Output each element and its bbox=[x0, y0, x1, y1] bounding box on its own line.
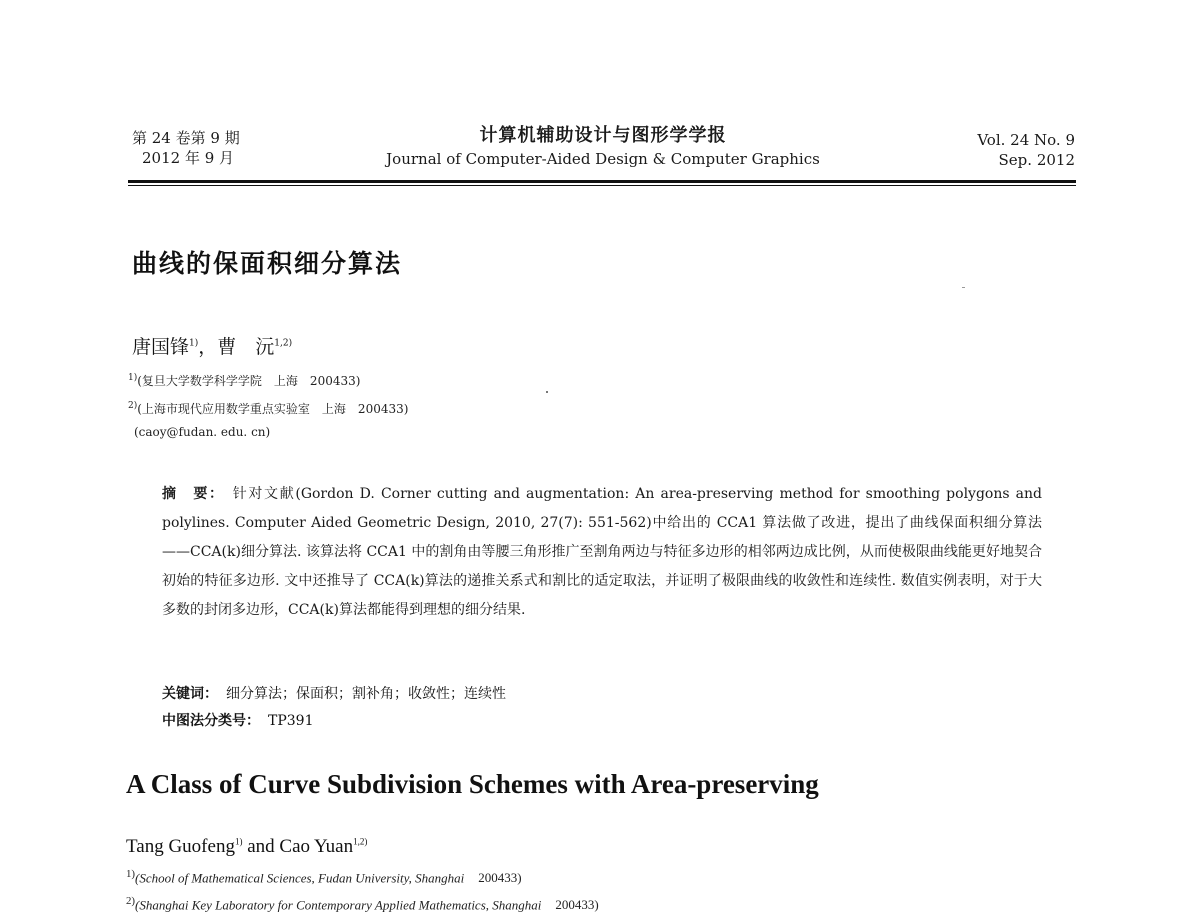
abstract-label: 摘 要： bbox=[162, 486, 225, 502]
affiliation-en-2 bbox=[126, 895, 599, 913]
paper-title-cn: 曲线的保面积细分算法 bbox=[132, 249, 403, 278]
author-1-cn-sup: 1) bbox=[189, 338, 199, 349]
affiliation-cn-1-text: (复旦大学数学科学学院 上海 200433) bbox=[137, 374, 361, 388]
keywords-label: 关键词： bbox=[162, 686, 218, 702]
clc-text: TP391 bbox=[268, 713, 314, 729]
authors-cn bbox=[132, 332, 292, 359]
header-volume-en: Vol. 24 No. 9 bbox=[977, 131, 1075, 149]
abstract-text: 针对文献(Gordon D. Corner cutting and augmentation: An area-preserving method for smoothing polygons and polylines. Computer Aided Geometric Design, 2010, 27(7): 551-562)中给出的 CCA1 算法做了改进，提出了曲线保面积细分算法——CCA(k)细分算法. 该算法将 CCA1 中的割角由等腰三角形推广至割角两边与特征多边形的相邻两边成比例，从而使极限曲线能更好地契合初始的特征多边形. 文中还推导了 CCA(k)算法的递推关系式和割比的适定取法，并证明了极限曲线的收敛性和连续性. 数值实例表明，对于大多数的封闭多边形，CCA(k)算法都能得到理想的细分结果. bbox=[162, 486, 1042, 618]
author-1-cn: 唐国锋 bbox=[132, 336, 190, 358]
affiliation-en-2-text: (Shanghai Key Laboratory for Contemporary Applied Mathematics, Shanghai bbox=[135, 897, 542, 913]
journal-name-en: Journal of Computer-Aided Design & Computer Graphics bbox=[386, 150, 820, 168]
header-date-cn: 2012 年 9 月 bbox=[142, 149, 235, 167]
keywords-text: 细分算法；保面积；割补角；收敛性；连续性 bbox=[226, 686, 506, 702]
affiliation-cn-1-sup: 1) bbox=[128, 373, 138, 383]
affiliation-cn-2 bbox=[128, 399, 408, 416]
author-separator: ， bbox=[198, 336, 218, 358]
affiliation-en-1-code: 200433) bbox=[478, 870, 522, 886]
author-1-en-sup: 1) bbox=[234, 836, 243, 847]
author-2-en-sup: 1,2) bbox=[353, 836, 368, 847]
author-2-cn-sup: 1,2) bbox=[274, 338, 293, 349]
affiliation-en-2-sup: 2) bbox=[126, 895, 136, 907]
journal-name-cn: 计算机辅助设计与图形学学报 bbox=[479, 125, 727, 146]
author-email: (caoy@fudan. edu. cn) bbox=[134, 425, 271, 439]
affiliation-cn-2-text: (上海市现代应用数学重点实验室 上海 200433) bbox=[137, 402, 409, 416]
author-2-en: Cao Yuan bbox=[279, 836, 354, 857]
affiliation-en-1-text: (School of Mathematical Sciences, Fudan University, Shanghai bbox=[135, 870, 465, 886]
header-rule-thick bbox=[128, 180, 1076, 183]
header-volume-en-block bbox=[960, 130, 1075, 170]
author-2-cn: 曹 沅 bbox=[217, 336, 275, 358]
affiliation-cn-1 bbox=[128, 371, 360, 388]
keywords bbox=[162, 682, 506, 706]
clc-number bbox=[162, 709, 313, 733]
header-volume-block bbox=[132, 128, 240, 168]
affiliation-en-2-code: 200433) bbox=[555, 897, 599, 913]
header-volume-cn: 第 24 卷第 9 期 bbox=[132, 129, 240, 147]
scan-speck bbox=[962, 287, 965, 288]
header-rule-thin bbox=[128, 185, 1076, 186]
scan-speck bbox=[546, 391, 548, 393]
affiliation-en-1-sup: 1) bbox=[126, 868, 136, 880]
header-date-en: Sep. 2012 bbox=[998, 151, 1075, 169]
journal-name-block bbox=[330, 124, 876, 170]
affiliation-cn-2-sup: 2) bbox=[128, 401, 138, 411]
author-conjunction: and bbox=[242, 836, 280, 857]
author-1-en: Tang Guofeng bbox=[126, 836, 235, 857]
affiliation-en-1 bbox=[126, 868, 522, 886]
abstract bbox=[162, 480, 1042, 625]
clc-label: 中图法分类号： bbox=[162, 713, 260, 729]
authors-en bbox=[126, 836, 367, 858]
paper-title-en: A Class of Curve Subdivision Schemes with Area-preserving bbox=[126, 769, 819, 799]
